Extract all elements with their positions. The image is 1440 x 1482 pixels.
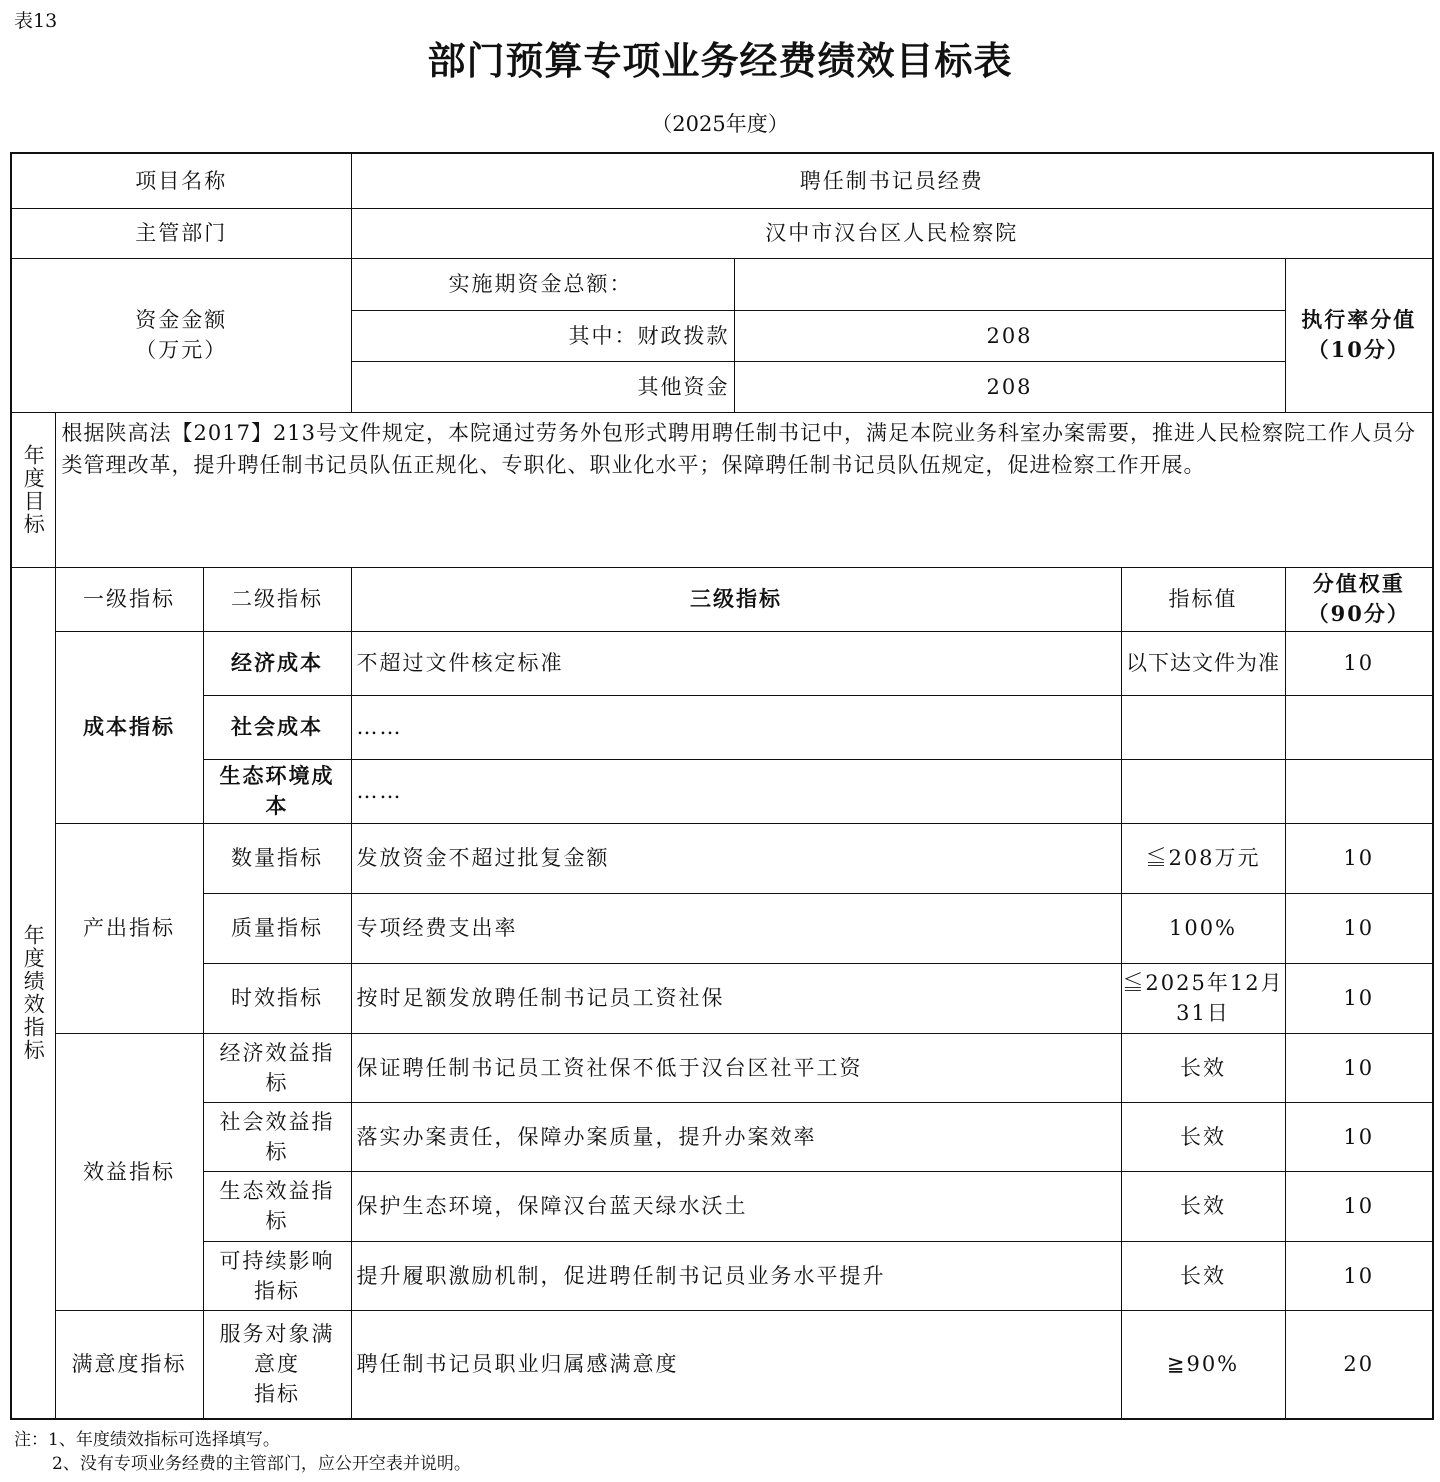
weight-cell [1285,695,1433,759]
level3-cell: 保护生态环境，保障汉台蓝天绿水沃土 [351,1171,1121,1241]
value-cell: 长效 [1121,1033,1285,1102]
level3-cell: 落实办案责任，保障办案质量，提升办案效率 [351,1102,1121,1171]
level2-cell: 时效指标 [203,963,351,1033]
level2-cell [203,1102,351,1171]
level2-cell [203,1171,351,1241]
group-satisfaction: 满意度指标 [55,1310,203,1419]
header-level3: 三级指标 [351,567,1121,631]
level2-line2: 意度 [254,1352,300,1377]
value-cell: 长效 [1121,1241,1285,1310]
level3-cell: …… [351,695,1121,759]
funds-total-row [11,258,1433,310]
weight-cell: 10 [1285,1241,1433,1310]
level2-line1: 经济效益指 [219,1040,335,1065]
level2-line2: 指标 [254,1278,300,1303]
department-label: 主管部门 [11,208,351,258]
table-row [11,1241,1433,1310]
value-cell: 100% [1121,893,1285,963]
header-weight [1285,567,1433,631]
table-number: 表13 [14,10,58,32]
level2-cell [203,759,351,823]
level2-line2: 标 [265,1139,289,1164]
level2-line2: 标 [265,1070,289,1095]
level3-cell: …… [351,759,1121,823]
header-weight-line1: 分值权重 [1312,571,1405,596]
group-output: 产出指标 [55,823,203,1033]
level2-line3: 指标 [254,1382,300,1407]
level2-cell: 质量指标 [203,893,351,963]
table-row [11,1102,1433,1171]
value-cell [1121,759,1285,823]
indicator-header-row [11,567,1433,631]
weight-cell: 10 [1285,1102,1433,1171]
indicators-side-label: 年度绩效指标 [11,567,55,1419]
weight-cell: 10 [1285,1033,1433,1102]
funds-fiscal-label: 其中：财政拨款 [351,310,734,361]
level3-cell: 提升履职激励机制，促进聘任制书记员业务水平提升 [351,1241,1121,1310]
level3-cell: 聘任制书记员职业归属感满意度 [351,1310,1121,1419]
value-cell: ≦208万元 [1121,823,1285,893]
table-row [11,893,1433,963]
level2-line2: 本 [265,793,289,818]
level2-line2: 标 [265,1209,289,1233]
annual-goal-label: 年度目标 [11,412,55,567]
value-cell: 长效 [1121,1102,1285,1171]
level3-cell: 保证聘任制书记员工资社保不低于汉台区社平工资 [351,1033,1121,1102]
value-line2: 31日 [1176,1001,1230,1025]
value-cell [1121,695,1285,759]
department-value: 汉中市汉台区人民检察院 [351,208,1433,258]
value-cell: 长效 [1121,1171,1285,1241]
value-cell: ≧90% [1121,1310,1285,1419]
value-line1: ≦2025年12月 [1122,971,1284,995]
weight-cell: 10 [1285,1171,1433,1241]
table-row [11,823,1433,893]
annual-goal-text: 根据陕高法【2017】213号文件规定，本院通过劳务外包形式聘用聘任制书记中，满足本院业务科室办案需要，推进人民检察院工作人员分类管理改革，提升聘任制书记员队伍正规化、专职化、职业化水平；保障聘任制书记员队伍规定，促进检察工作开展。 [55,412,1433,567]
funds-total-label: 实施期资金总额： [351,258,734,310]
funds-label [11,258,351,412]
value-cell: 以下达文件为准 [1121,631,1285,695]
table-row [11,1171,1433,1241]
level3-cell: 不超过文件核定标准 [351,631,1121,695]
weight-cell: 10 [1285,631,1433,695]
annual-goal-row [11,412,1433,567]
weight-cell: 10 [1285,963,1433,1033]
table-row [11,1033,1433,1102]
year-subtitle: （2025年度） [651,112,789,136]
weight-cell: 20 [1285,1310,1433,1419]
table-row [11,759,1433,823]
level2-cell [203,1241,351,1310]
level2-line1: 生态环境成 [219,763,335,788]
level2-cell: 数量指标 [203,823,351,893]
table-row [11,1310,1433,1419]
value-cell [1121,963,1285,1033]
level3-cell: 专项经费支出率 [351,893,1121,963]
level2-cell [203,1033,351,1102]
funds-other-value: 208 [734,361,1285,412]
level2-line1: 生态效益指 [219,1179,335,1203]
funds-other-label: 其他资金 [351,361,734,412]
project-name-label: 项目名称 [11,153,351,208]
weight-cell: 10 [1285,823,1433,893]
header-level2: 二级指标 [203,567,351,631]
level2-cell [203,1310,351,1419]
weight-cell [1285,759,1433,823]
footnote-2: 2、没有专项业务经费的主管部门，应公开空表并说明。 [52,1454,471,1474]
execution-rate-line2: （10分） [1307,337,1410,362]
funds-fiscal-value: 208 [734,310,1285,361]
footnote-1: 注：1、年度绩效指标可选择填写。 [14,1430,280,1450]
header-value: 指标值 [1121,567,1285,631]
execution-rate-line1: 执行率分值 [1301,307,1417,332]
header-level1: 一级指标 [55,567,203,631]
page-title: 部门预算专项业务经费绩效目标表 [427,39,1013,83]
performance-table [10,152,1434,1420]
level3-cell: 发放资金不超过批复金额 [351,823,1121,893]
header-weight-line2: （90分） [1307,601,1410,626]
department-row [11,208,1433,258]
footnotes [14,1428,471,1476]
project-name-value: 聘任制书记员经费 [351,153,1433,208]
group-cost: 成本指标 [55,631,203,823]
level2-line1: 社会效益指 [219,1109,335,1134]
funds-label-line1: 资金金额 [135,308,228,332]
group-benefit: 效益指标 [55,1033,203,1310]
project-name-row [11,153,1433,208]
table-row [11,631,1433,695]
weight-cell: 10 [1285,893,1433,963]
level2-line1: 可持续影响 [219,1248,335,1273]
level3-cell: 按时足额发放聘任制书记员工资社保 [351,963,1121,1033]
level2-cell: 经济成本 [203,631,351,695]
funds-label-line2: （万元） [135,338,228,362]
execution-rate-score [1285,258,1433,412]
table-row [11,963,1433,1033]
table-row [11,695,1433,759]
level2-line1: 服务对象满 [219,1322,335,1347]
funds-total-value [734,258,1285,310]
level2-cell: 社会成本 [203,695,351,759]
